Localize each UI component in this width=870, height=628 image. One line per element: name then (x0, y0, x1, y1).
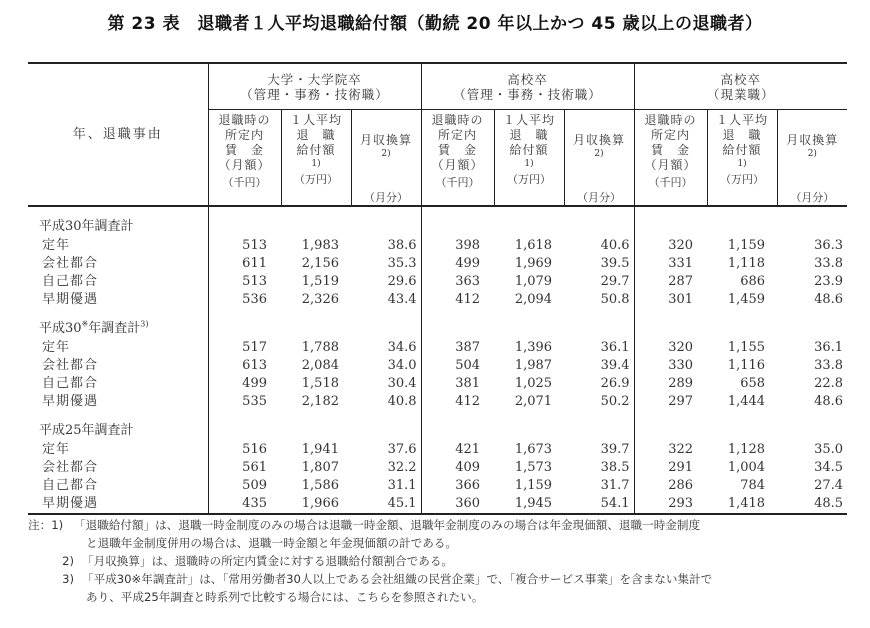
monthly-ratio-cell: 34.6 (387, 340, 417, 355)
retirement-reason: 定年 (42, 340, 71, 355)
table-title: 第 23 表 退職者１人平均退職給付額（勤続 20 年以上かつ 45 歳以上の退職者） (107, 14, 763, 34)
wage-cell: 504 (421, 357, 494, 375)
monthly-ratio-cell: 22.8 (814, 376, 844, 391)
wage-cell: 509 (208, 477, 281, 495)
avg-benefit-cell: 1,618 (514, 238, 553, 253)
group-label: 高校卒 (720, 71, 762, 87)
section-label: 平成30年調査計 (39, 219, 134, 234)
table-row (28, 441, 847, 459)
col-header-monthly-ratio: 月収換算 2) （月分） (351, 110, 421, 207)
monthly-ratio-cell: 48.5 (777, 495, 847, 514)
monthly-ratio-cell: 26.9 (600, 376, 630, 391)
retirement-reason: 自己都合 (42, 274, 99, 289)
avg-benefit-cell: 784 (740, 478, 766, 493)
table-row (28, 273, 847, 291)
group-sublabel: （管理・事務・技術職） (453, 86, 602, 102)
footnote-3: 3) 「平成30※年調査計」は、「常用労働者30人以上である会社組織の民営企業」で、「複合サービス事業」を含まない集計で (62, 572, 713, 586)
monthly-ratio-cell: 36.1 (814, 340, 844, 355)
group-label: 大学・大学院卒 (267, 71, 362, 87)
avg-benefit-cell: 1,159 (727, 238, 766, 253)
wage-cell: 421 (421, 441, 494, 459)
avg-benefit-cell: 1,116 (727, 358, 766, 373)
monthly-ratio-cell: 45.1 (351, 495, 421, 514)
avg-benefit-cell: 2,182 (301, 394, 339, 409)
avg-benefit-cell: 1,573 (514, 460, 553, 475)
monthly-ratio-cell: 23.9 (814, 274, 844, 289)
retirement-reason: 会社都合 (42, 256, 99, 271)
col-header-avg-benefit: １人平均 退 職 給付額 1) （万円） (494, 110, 564, 207)
section-label: 平成25年調査計 (39, 423, 134, 438)
avg-benefit-cell: 2,094 (514, 292, 553, 307)
monthly-ratio-cell: 50.8 (600, 292, 630, 307)
monthly-ratio-cell: 33.8 (814, 358, 844, 373)
monthly-ratio-cell: 35.0 (814, 442, 844, 457)
monthly-ratio-cell: 39.7 (600, 442, 630, 457)
footnote-3-continued: あり、平成25年調査と時系列で比較する場合には、こちらを参照されたい。 (86, 590, 484, 604)
avg-benefit-cell: 1,788 (301, 340, 339, 355)
avg-benefit-cell: 2,071 (514, 394, 553, 409)
monthly-ratio-cell: 29.6 (387, 274, 417, 289)
wage-cell: 297 (634, 393, 707, 411)
wage-cell: 499 (421, 255, 494, 273)
wage-cell: 363 (421, 273, 494, 291)
col-header-avg-benefit: １人平均 退 職 給付額 1) （万円） (707, 110, 777, 207)
wage-cell: 360 (421, 495, 494, 514)
wage-cell: 320 (634, 237, 707, 255)
wage-cell: 301 (634, 291, 707, 309)
monthly-ratio-cell: 48.6 (814, 292, 844, 307)
table-row (28, 357, 847, 375)
table-row (28, 477, 847, 495)
table-row (28, 255, 847, 273)
avg-benefit-cell: 1,444 (727, 394, 766, 409)
avg-benefit-cell: 1,983 (301, 238, 339, 253)
monthly-ratio-cell: 37.6 (387, 442, 417, 457)
retirement-reason: 定年 (42, 238, 71, 253)
monthly-ratio-cell: 30.4 (387, 376, 417, 391)
monthly-ratio-cell: 34.0 (387, 358, 417, 373)
section-header-row (28, 421, 847, 441)
avg-benefit-cell: 1,807 (301, 460, 339, 475)
table-row (28, 393, 847, 411)
avg-benefit-cell: 658 (740, 376, 766, 391)
footnote-1-continued: と退職年金制度併用の場合は、退職一時金額と年金現価額の計である。 (86, 536, 458, 550)
monthly-ratio-cell: 32.2 (387, 460, 417, 475)
col-header-wage: 退職時の 所定内 賃 金 （月額） （千円） (208, 110, 281, 207)
table-row (28, 339, 847, 357)
avg-benefit-cell: 1,941 (301, 442, 339, 457)
monthly-ratio-cell: 48.6 (814, 394, 844, 409)
avg-benefit-cell: 2,084 (301, 358, 339, 373)
wage-cell: 516 (208, 441, 281, 459)
avg-benefit-cell: 1,118 (727, 256, 766, 271)
table-body (28, 206, 847, 514)
group-header-highschool-manual (634, 63, 847, 110)
wage-cell: 293 (634, 495, 707, 514)
wage-cell: 517 (208, 339, 281, 357)
monthly-ratio-cell: 54.1 (564, 495, 634, 514)
avg-benefit-cell: 2,156 (301, 256, 339, 271)
table-row (28, 375, 847, 393)
avg-benefit-cell: 1,519 (301, 274, 339, 289)
table-row (28, 459, 847, 477)
group-header-university (208, 63, 421, 110)
group-sublabel: （管理・事務・技術職） (240, 86, 389, 102)
wage-cell: 289 (634, 375, 707, 393)
wage-cell: 611 (208, 255, 281, 273)
avg-benefit-cell: 1,004 (727, 460, 766, 475)
monthly-ratio-cell: 39.4 (600, 358, 630, 373)
wage-cell: 412 (421, 393, 494, 411)
wage-cell: 366 (421, 477, 494, 495)
retirement-reason: 早期優遇 (42, 394, 99, 409)
wage-cell: 320 (634, 339, 707, 357)
retirement-reason: 定年 (42, 442, 71, 457)
avg-benefit-cell: 1,025 (514, 376, 553, 391)
wage-cell: 535 (208, 393, 281, 411)
avg-benefit-cell: 686 (740, 274, 766, 289)
avg-benefit-cell: 2,326 (301, 292, 339, 307)
retirement-reason: 会社都合 (42, 460, 99, 475)
row-header: 年、退職事由 (28, 63, 208, 206)
avg-benefit-cell: 1,155 (727, 340, 766, 355)
retirement-reason: 早期優遇 (42, 292, 99, 307)
avg-benefit-cell: 1,418 (707, 495, 777, 514)
col-header-monthly-ratio: 月収換算 2) （月分） (564, 110, 634, 207)
wage-cell: 381 (421, 375, 494, 393)
wage-cell: 286 (634, 477, 707, 495)
avg-benefit-cell: 1,586 (301, 478, 339, 493)
avg-benefit-cell: 1,969 (514, 256, 553, 271)
wage-cell: 330 (634, 357, 707, 375)
monthly-ratio-cell: 29.7 (600, 274, 630, 289)
section-header-row (28, 217, 847, 237)
monthly-ratio-cell: 38.6 (387, 238, 417, 253)
wage-cell: 287 (634, 273, 707, 291)
footnotes (28, 516, 858, 606)
retirement-reason: 早期優遇 (28, 495, 208, 514)
retirement-reason: 自己都合 (42, 376, 99, 391)
avg-benefit-cell: 1,459 (727, 292, 766, 307)
col-header-wage: 退職時の 所定内 賃 金 （月額） （千円） (634, 110, 707, 207)
monthly-ratio-cell: 34.5 (814, 460, 844, 475)
wage-cell: 322 (634, 441, 707, 459)
wage-cell: 412 (421, 291, 494, 309)
section-header-row (28, 319, 847, 339)
wage-cell: 513 (208, 273, 281, 291)
footnote-2: 2) 「月収換算」は、退職時の所定内賃金に対する退職給付額割合である。 (62, 554, 454, 568)
table-row (28, 291, 847, 309)
monthly-ratio-cell: 38.5 (600, 460, 630, 475)
monthly-ratio-cell: 40.8 (387, 394, 417, 409)
avg-benefit-cell: 1,673 (514, 442, 553, 457)
table-row (28, 495, 847, 514)
retirement-benefit-table (28, 62, 847, 515)
monthly-ratio-cell: 36.3 (814, 238, 844, 253)
monthly-ratio-cell: 27.4 (814, 478, 844, 493)
wage-cell: 387 (421, 339, 494, 357)
table-row (28, 237, 847, 255)
wage-cell: 561 (208, 459, 281, 477)
avg-benefit-cell: 1,987 (514, 358, 553, 373)
avg-benefit-cell: 1,966 (281, 495, 351, 514)
wage-cell: 499 (208, 375, 281, 393)
group-sublabel: （現業職） (707, 86, 775, 102)
monthly-ratio-cell: 35.3 (387, 256, 417, 271)
monthly-ratio-cell: 43.4 (387, 292, 417, 307)
section-label: 平成30※年調査計$^{3)}$ (39, 319, 149, 336)
wage-cell: 331 (634, 255, 707, 273)
monthly-ratio-cell: 31.7 (600, 478, 630, 493)
wage-cell: 435 (208, 495, 281, 514)
avg-benefit-cell: 1,159 (514, 478, 553, 493)
group-label: 高校卒 (507, 71, 548, 87)
wage-cell: 613 (208, 357, 281, 375)
wage-cell: 398 (421, 237, 494, 255)
avg-benefit-cell: 1,079 (514, 274, 553, 289)
avg-benefit-cell: 1,128 (727, 442, 766, 457)
col-header-wage: 退職時の 所定内 賃 金 （月額） （千円） (421, 110, 494, 207)
wage-cell: 513 (208, 237, 281, 255)
avg-benefit-cell: 1,518 (301, 376, 339, 391)
wage-cell: 409 (421, 459, 494, 477)
col-header-avg-benefit: １人平均 退 職 給付額 1) （万円） (281, 110, 351, 207)
wage-cell: 536 (208, 291, 281, 309)
retirement-reason: 自己都合 (42, 478, 99, 493)
group-header-highschool-office (421, 63, 634, 110)
monthly-ratio-cell: 50.2 (600, 394, 630, 409)
monthly-ratio-cell: 31.1 (387, 478, 417, 493)
col-header-monthly-ratio: 月収換算 2) （月分） (777, 110, 847, 207)
avg-benefit-cell: 1,945 (494, 495, 564, 514)
retirement-reason: 会社都合 (42, 358, 99, 373)
wage-cell: 291 (634, 459, 707, 477)
monthly-ratio-cell: 40.6 (600, 238, 630, 253)
avg-benefit-cell: 1,396 (514, 340, 553, 355)
footnote-1: 注：1) 「退職給付額」は、退職一時金制度のみの場合は退職一時金額、退職年金制度のみの場合は年金現価額、退職一時金制度 (28, 518, 701, 532)
monthly-ratio-cell: 33.8 (814, 256, 844, 271)
monthly-ratio-cell: 39.5 (600, 256, 630, 271)
monthly-ratio-cell: 36.1 (600, 340, 630, 355)
